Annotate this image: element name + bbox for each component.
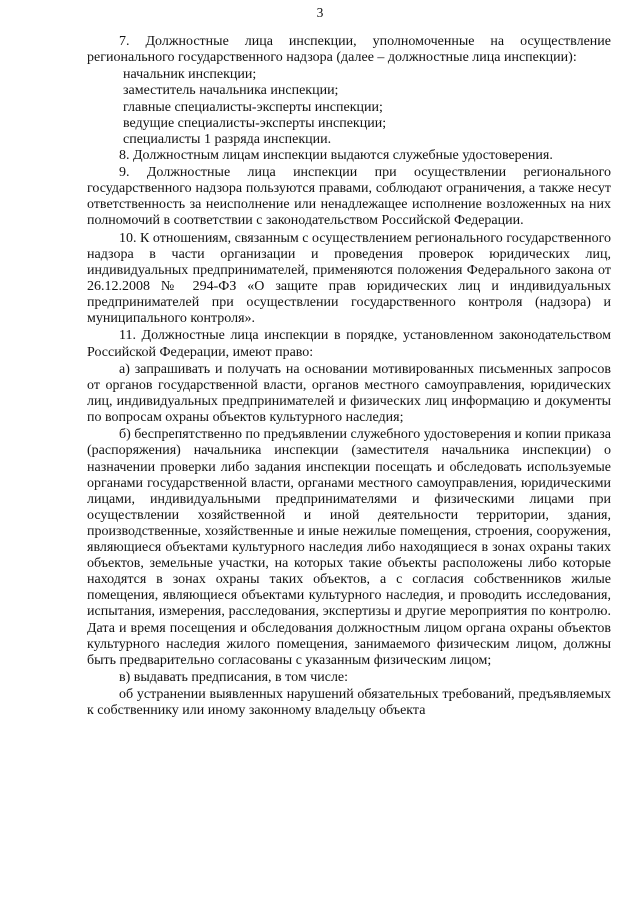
official-item: начальник инспекции; — [123, 67, 257, 83]
paragraph-10: 10. К отношениям, связанным с осуществлением регионального государственного надзора в части организации и проведения проверок юридических лиц, индивидуальных предпринимателей, применяются положения Федерального закона от 26.12.2008 № 294-ФЗ «О защите прав юридических лиц и индивидуальных предпринимателей при осуществлении государственного контроля (надзора) и муниципального контроля». — [87, 230, 611, 327]
officials-list — [87, 67, 611, 147]
official-item: заместитель начальника инспекции; — [123, 83, 339, 99]
official-item: главные специалисты-эксперты инспекции; — [123, 99, 383, 115]
official-item: ведущие специалисты-эксперты инспекции; — [123, 115, 387, 131]
paragraph-8: 8. Должностным лицам инспекции выдаются служебные удостоверения. — [119, 147, 553, 163]
paragraph-11-b: б) беспрепятственно по предъявлении служебного удостоверения и копии приказа (распоряжения) начальника инспекции (заместителя начальника инспекции) о назначении проверки либо задания инспекции посещать и обследовать используемые органами государственной власти, органами местного самоуправления, юридическими лицами, индивидуальными предпринимателями и физическими лицами при осуществлении хозяйственной и иной деятельности территории, здания, производственные, хозяйственные и иные нежилые помещения, строения, сооружения, являющиеся объектами культурного наследия либо находящиеся в зонах охраны таких объектов, земельные участки, на которых такие объекты расположены либо которые находятся в зонах охраны таких объектов, а с согласия собственников жилые помещения, являющиеся объектами культурного наследия, и проводить исследования, испытания, измерения, расследования, экспертизы и другие мероприятия по контролю. Дата и время посещения и обследования должностным лицом органа охраны объектов культурного наследия жилого помещения, занимаемого физическим лицом, должны быть предварительно согласованы с указанным физическим лицом; — [87, 427, 611, 668]
paragraph-11: 11. Должностные лица инспекции в порядке, установленном законодательством Российской Федерации, имеют право: — [87, 328, 611, 360]
paragraph-11-v-1: об устранении выявленных нарушений обязательных требований, предъявляемых к собственнику или иному законному владельцу объекта — [87, 687, 611, 719]
official-item: специалисты 1 разряда инспекции. — [123, 131, 332, 147]
page-number: 3 — [316, 5, 324, 20]
paragraph-9: 9. Должностные лица инспекции при осуществлении регионального государственного надзора пользуются правами, соблюдают ограничения, а также несут ответственность за неисполнение или ненадлежащее исполнение возложенных на них полномочий в соответствии с законодательством Российской Федерации. — [87, 165, 611, 229]
document-body — [87, 34, 611, 721]
paragraph-11-v: в) выдавать предписания, в том числе: — [119, 669, 349, 685]
paragraph-11-a: а) запрашивать и получать на основании мотивированных письменных запросов от органов государственной власти, органов местного самоуправления, юридических лиц, индивидуальных предпринимателей и физических лиц информацию и документы по вопросам охраны объектов культурного наследия; — [87, 361, 611, 426]
paragraph-7: 7. Должностные лица инспекции, уполномоченные на осуществление регионального государственного надзора (далее – должностные лица инспекции): — [87, 34, 611, 66]
